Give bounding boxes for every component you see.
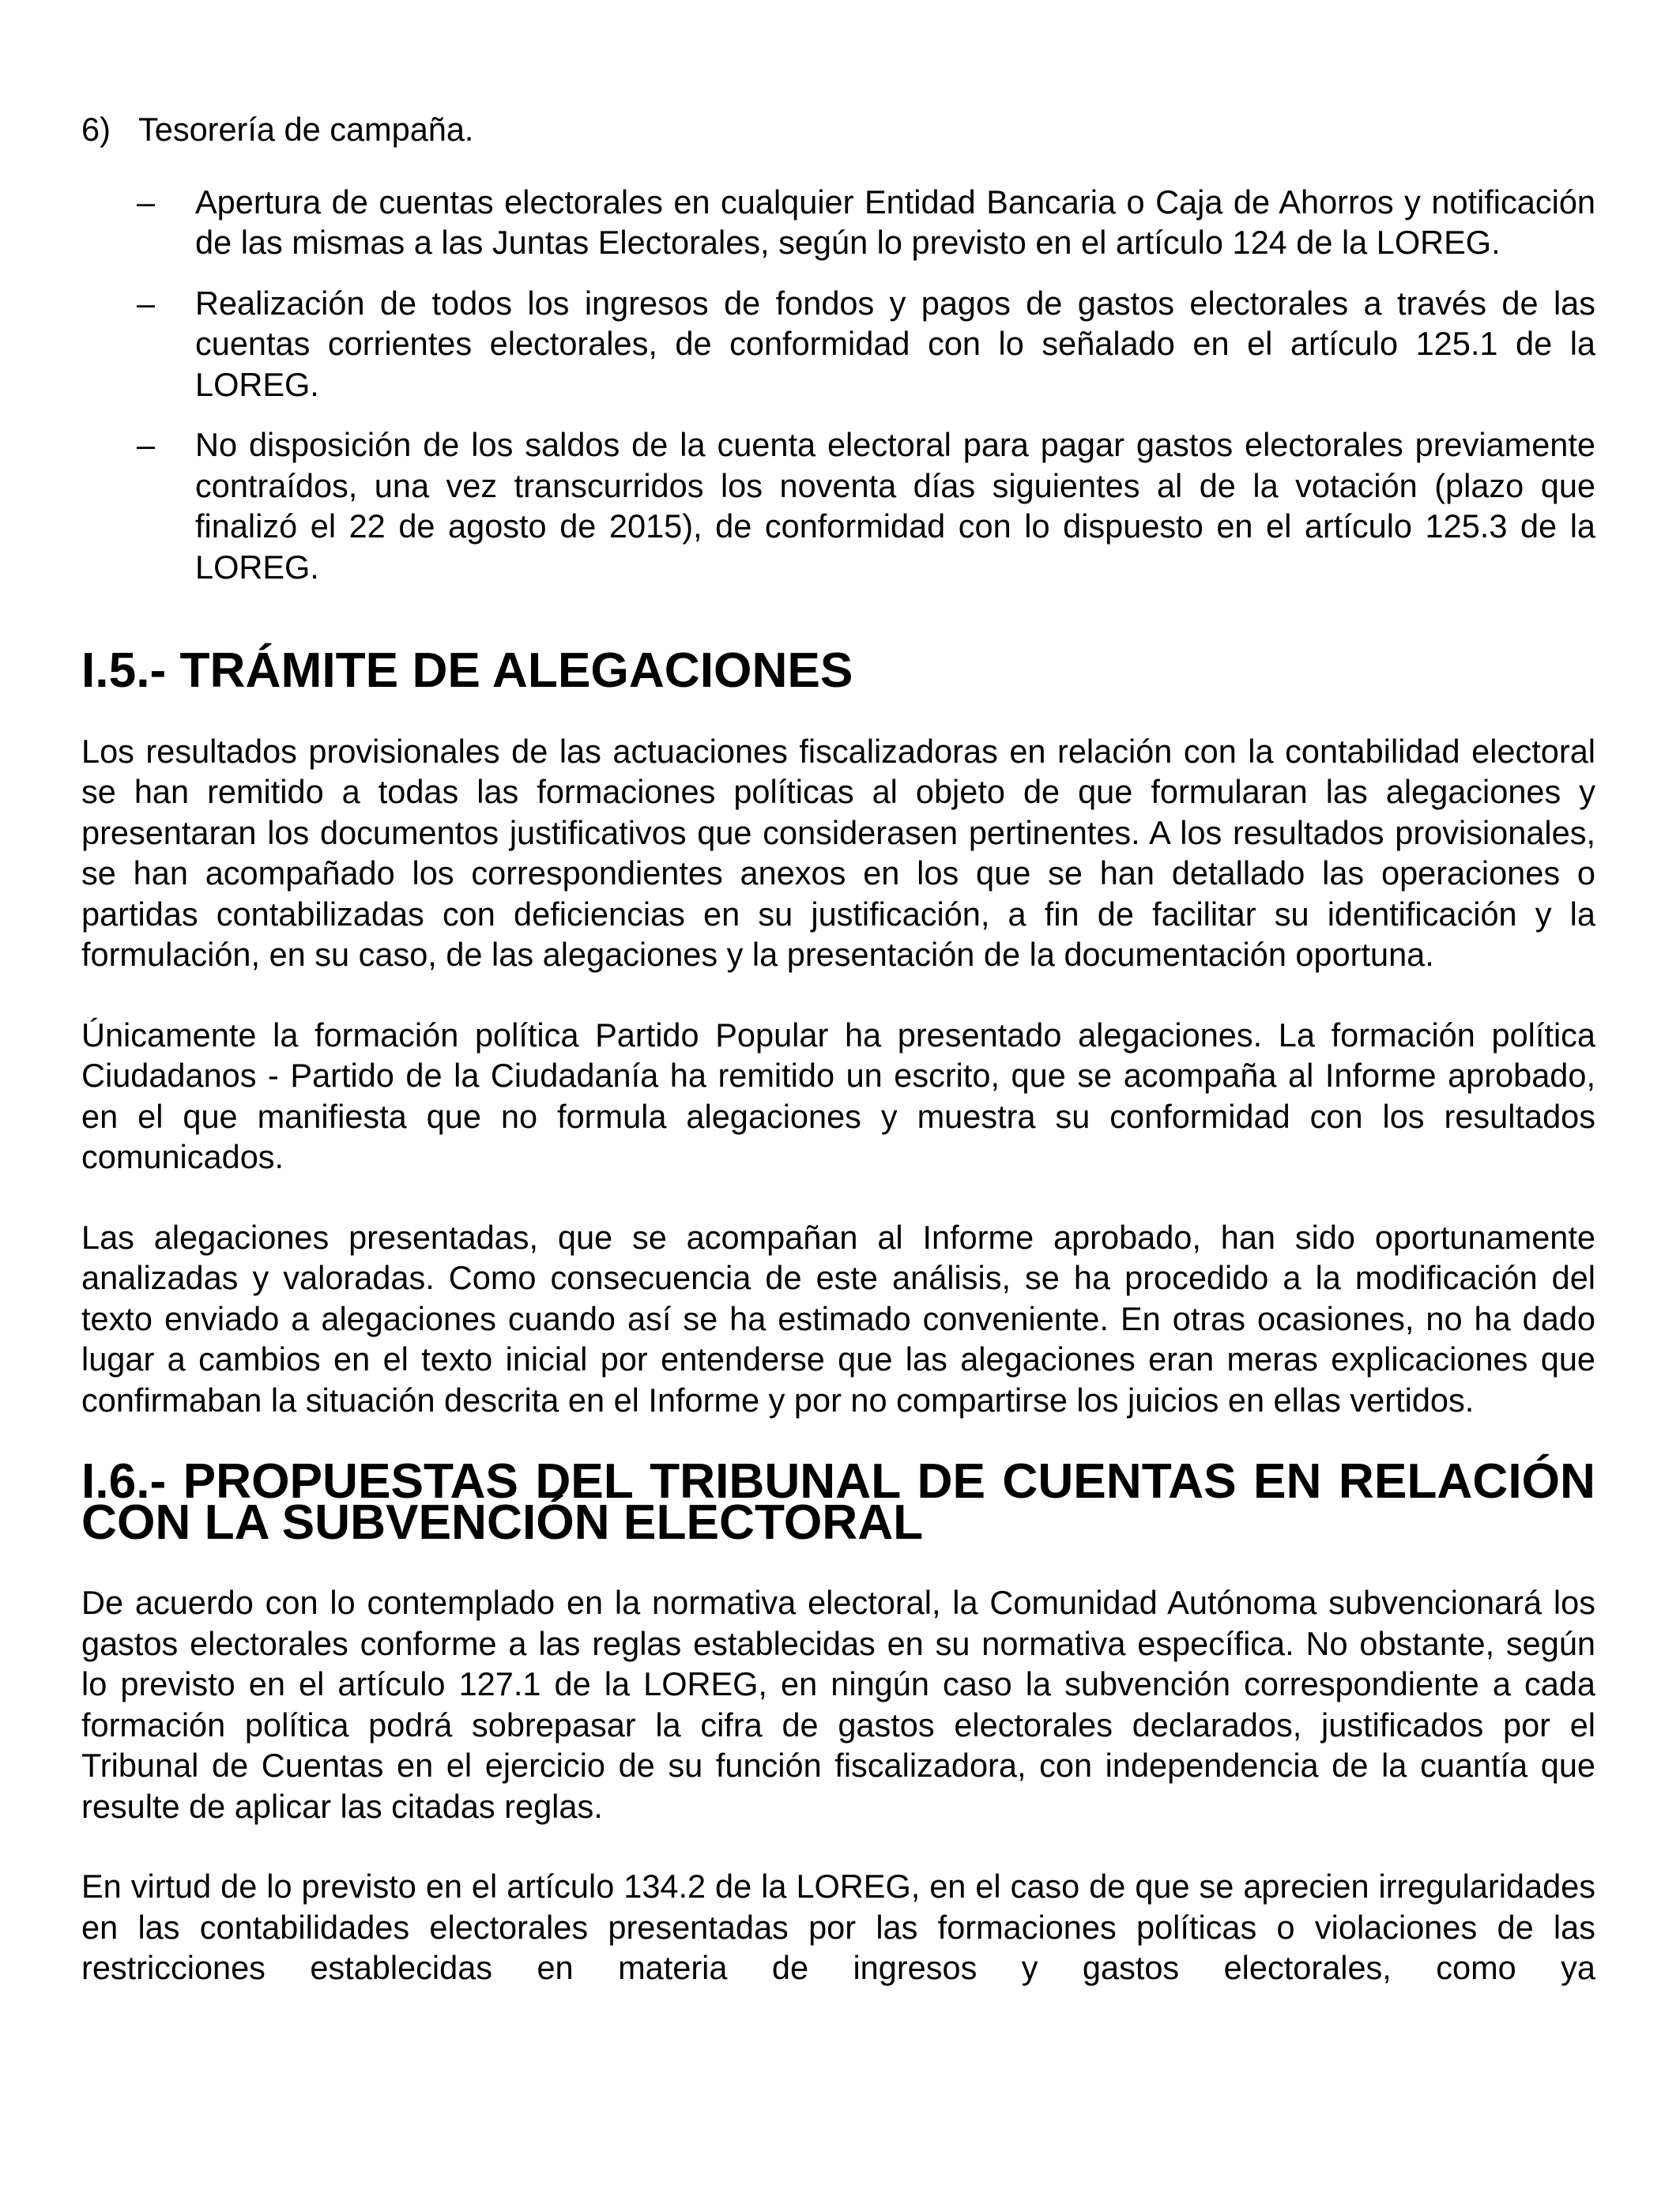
dash-marker: –: [137, 426, 156, 463]
section-title-i5: I.5.- TRÁMITE DE ALEGACIONES: [81, 643, 853, 698]
item-title: Tesorería de campaña.: [138, 111, 474, 148]
item-6-heading: [81, 109, 1595, 150]
paragraph: En virtud de lo previsto en el artículo 134.2 de la LOREG, en el caso de que se aprecien irregularidades en las contabilidades electorales presentadas por las formaciones políticas o violaciones de las restricciones establecidas en materia de ingresos y gastos electorales, como ya: [81, 1868, 1595, 1986]
paragraph: De acuerdo con lo contemplado en la normativa electoral, la Comunidad Autónoma subvencionará los gastos electorales conforme a las reglas establecidas en su normativa específica. No obstante, según lo previsto en el artículo 127.1 de la LOREG, en ningún caso la subvención correspondiente a cada formación política podrá sobrepasar la cifra de gastos electorales declarados, justificados por el Tribunal de Cuentas en el ejercicio de su función fiscalizadora, con independencia de la cuantía que resulte de aplicar las citadas reglas.: [81, 1584, 1595, 1825]
dash-marker: –: [137, 183, 156, 221]
paragraph: Las alegaciones presentadas, que se acompañan al Informe aprobado, han sido oportunamente analizadas y valoradas. Como consecuencia de este análisis, se ha procedido a la modificación del texto enviado a alegaciones cuando así se ha estimado conveniente. En otras ocasiones, no ha dado lugar a cambios en el texto inicial por entenderse que las alegaciones eran meras explicaciones que confirmaban la situación descrita en el Informe y por no compartirse los juicios en ellas vertidos.: [81, 1218, 1595, 1419]
bullet-item: [137, 283, 1595, 405]
paragraph: Los resultados provisionales de las actuaciones fiscalizadoras en relación con la contabilidad electoral se han remitido a todas las formaciones políticas al objeto de que formularan las alegaciones y presentaran los documentos justificativos que considerasen pertinentes. A los resultados provisionales, se han acompañado los correspondientes anexos en los que se han detallado las operaciones o partidas contabilizadas con deficiencias en su justificación, a fin de facilitar su identificación y la formulación, en su caso, de las alegaciones y la presentación de la documentación oportuna.: [81, 732, 1595, 973]
item-number: 6): [81, 111, 111, 148]
dash-marker: –: [137, 284, 156, 322]
bullet-text: Apertura de cuentas electorales en cualquier Entidad Bancaria o Caja de Ahorros y notificación de las mismas a las Juntas Electorales, según lo previsto en el artículo 124 de la LOREG.: [195, 183, 1595, 261]
bullet-text: No disposición de los saldos de la cuenta electoral para pagar gastos electorales previamente contraídos, una vez transcurridos los noventa días siguientes al de la votación (plazo que finalizó el 22 de agosto de 2015), de conformidad con lo dispuesto en el artículo 125.3 de la LOREG.: [195, 426, 1595, 586]
section-title-i6: I.6.- PROPUESTAS DEL TRIBUNAL DE CUENTAS EN RELACIÓN CON LA SUBVENCIÓN ELECTORAL: [81, 1454, 1595, 1550]
document-page: [81, 109, 1595, 1989]
bullet-item: [137, 182, 1595, 263]
bullet-text: Realización de todos los ingresos de fondos y pagos de gastos electorales a través de las cuentas corrientes electorales, de conformidad con lo señalado en el artículo 125.1 de la LOREG.: [195, 284, 1595, 403]
bullet-list: [137, 182, 1595, 588]
paragraph: Únicamente la formación política Partido Popular ha presentado alegaciones. La formación política Ciudadanos - Partido de la Ciudadanía ha remitido un escrito, que se acompaña al Informe aprobado, en el que manifiesta que no formula alegaciones y muestra su conformidad con los resultados comunicados.: [81, 1016, 1595, 1175]
bullet-item: [137, 424, 1595, 587]
